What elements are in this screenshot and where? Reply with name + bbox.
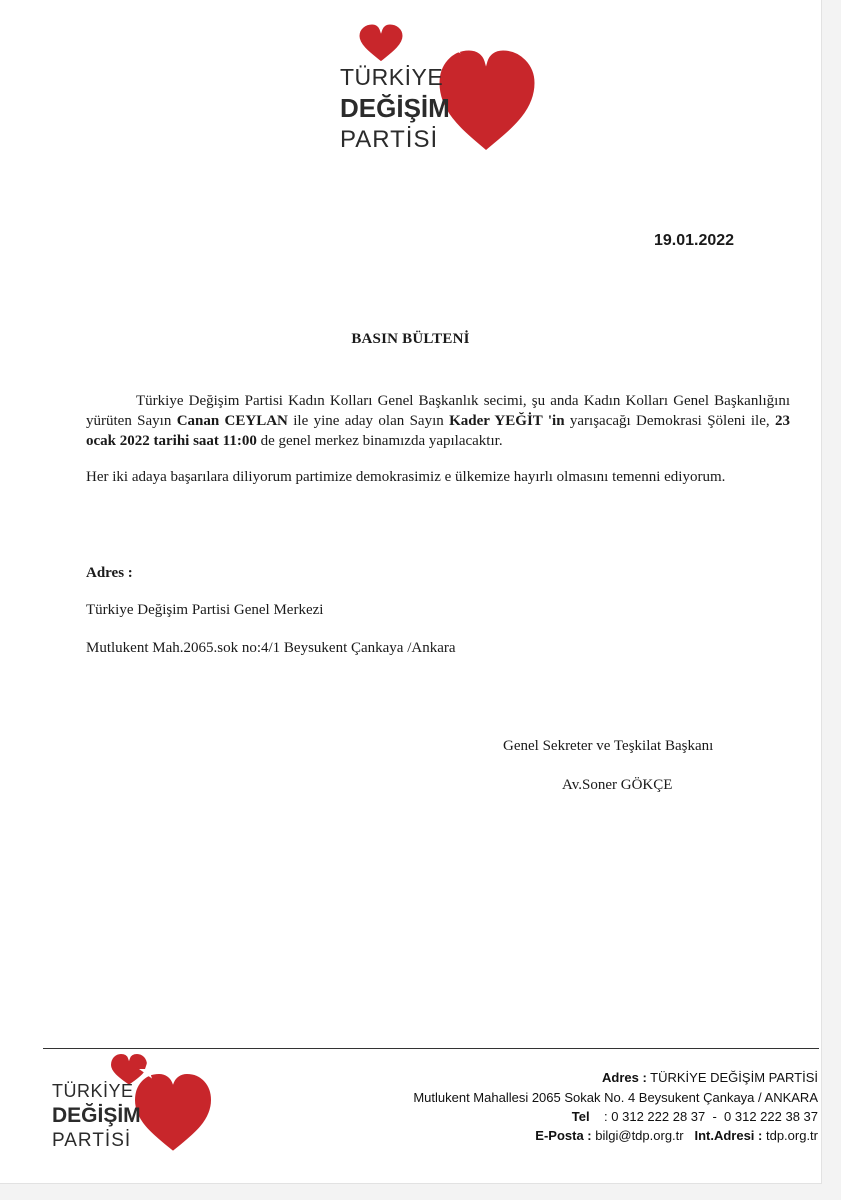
logo-line-2: DEĞİŞİM (340, 93, 450, 123)
document-date: 19.01.2022 (654, 232, 735, 249)
party-logo-header (338, 20, 538, 155)
footer-website-link[interactable]: tdp.org.tr (762, 1128, 818, 1143)
footer-street: Mutlukent Mahallesi 2065 Sokak No. 4 Beysukent Çankaya / ANKARA (413, 1090, 818, 1105)
candidate-name-2: Kader YEĞİT 'in (449, 413, 565, 429)
page-edge-bottom (0, 1184, 841, 1200)
footer-address: Adres : TÜRKİYE DEĞİŞİM PARTİSİ (602, 1070, 818, 1085)
footer-logo-line-2: DEĞİŞİM (52, 1104, 141, 1127)
signatory-title: Genel Sekreter ve Teşkilat Başkanı (503, 738, 714, 754)
event-datetime: 23 ocak 2022 tarihi saat 11:00 (86, 413, 790, 449)
footer-divider (43, 1048, 819, 1049)
document-title: BASIN BÜLTENİ (351, 331, 470, 347)
address-line-1: Türkiye Değişim Partisi Genel Merkezi (86, 602, 324, 618)
footer-email-link[interactable]: bilgi@tdp.org.tr (591, 1128, 684, 1143)
signatory-name: Av.Soner GÖKÇE (562, 777, 673, 793)
body-paragraph-1: Türkiye Değişim Partisi Kadın Kolları Genel Başkanlık secimi, şu anda Kadın Kolları Genel Başkanlığını yürüten Sayın Canan CEYLAN ile yine aday olan Sayın Kader YEĞİT 'in yarışacağı Demokrasi Şöleni ile, 23 ocak 2022 tarihi saat 11:00 de genel merkez binamızda yapılacaktır. (86, 393, 790, 449)
party-logo-footer (50, 1050, 215, 1155)
page-edge-right (822, 0, 841, 1200)
footer-logo-line-1: TÜRKİYE (52, 1081, 134, 1101)
address-label: Adres : (86, 565, 133, 581)
candidate-name-1: Canan CEYLAN (176, 413, 288, 429)
body-paragraph-2: Her iki adaya başarılara diliyorum partimize demokrasimiz e ülkemize hayırlı olmasını temenni ediyorum. (86, 469, 726, 485)
address-line-2: Mutlukent Mah.2065.sok no:4/1 Beysukent Çankaya /Ankara (86, 640, 456, 656)
footer-logo-line-3: PARTİSİ (52, 1130, 132, 1151)
footer-phone: Tel : 0 312 222 28 37 - 0 312 222 38 37 (571, 1109, 818, 1124)
logo-line-1: TÜRKİYE (340, 64, 444, 90)
footer-contact: E-Posta : bilgi@tdp.org.tr Int.Adresi : tdp.org.tr (535, 1128, 818, 1143)
logo-line-3: PARTİSİ (340, 126, 439, 153)
